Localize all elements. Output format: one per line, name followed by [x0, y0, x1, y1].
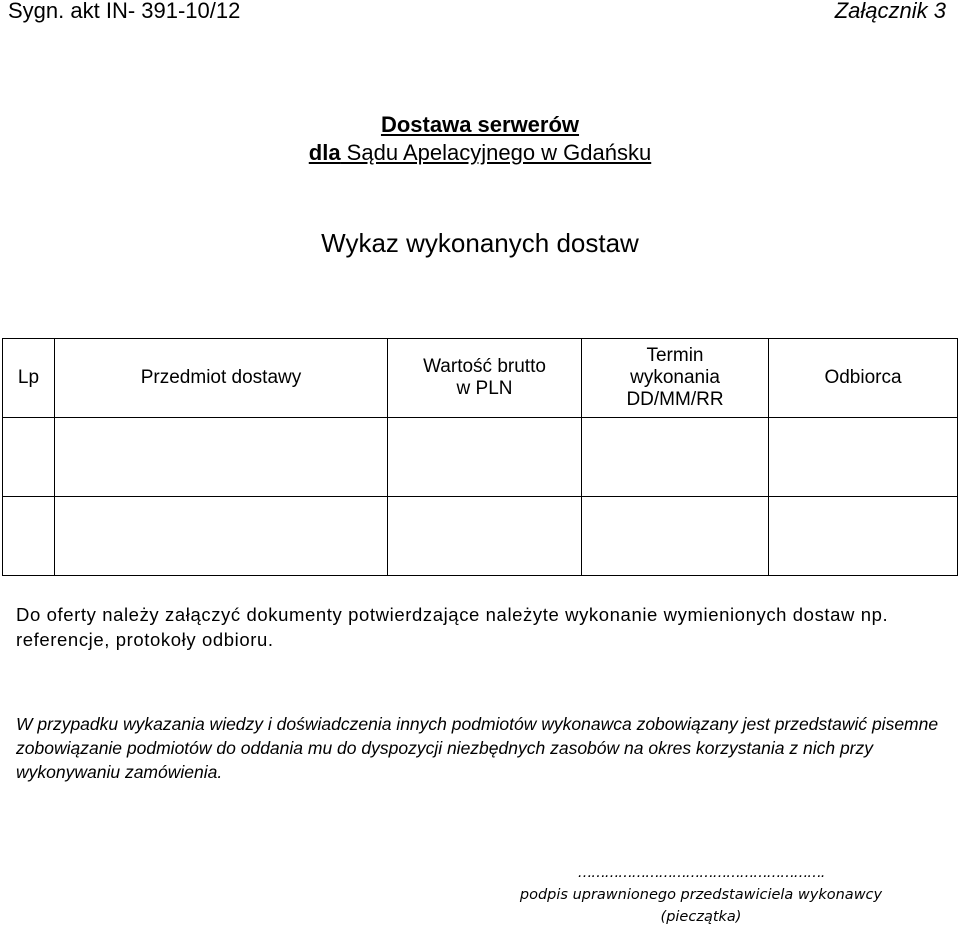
signature-line: ……………………………………………….: [577, 865, 825, 881]
table-cell[interactable]: [3, 418, 55, 497]
section-heading: Wykaz wykonanych dostaw: [321, 228, 639, 258]
document-subtitle: [0, 140, 960, 166]
attachment-label: Załącznik 3: [834, 0, 946, 23]
col-header-recipient: Odbiorca: [769, 339, 958, 418]
col-header-term: [582, 339, 769, 418]
term-header-line1: Termin: [646, 345, 704, 366]
signature-caption: podpis uprawnionego przedstawiciela wykonawcy: [519, 887, 883, 903]
col-header-subject: Przedmiot dostawy: [55, 339, 388, 418]
table-row: [3, 497, 958, 576]
stamp-caption: (pieczątka): [660, 909, 742, 925]
term-header-line3: DD/MM/RR: [626, 389, 724, 410]
value-header-line2: w PLN: [456, 378, 513, 399]
table-cell[interactable]: [582, 497, 769, 576]
term-header-line2: wykonania: [630, 367, 720, 388]
deliveries-table: [2, 338, 958, 576]
case-number: Sygn. akt IN- 391-10/12: [8, 0, 241, 23]
col-header-lp: Lp: [3, 339, 55, 418]
table-cell[interactable]: [388, 418, 582, 497]
attachment-note: Do oferty należy załączyć dokumenty potwierdzające należyte wykonanie wymienionych dostaw np. referencje, protokoły odbioru.: [16, 604, 889, 650]
table-row: [3, 418, 958, 497]
table-cell[interactable]: [55, 497, 388, 576]
value-header-line1: Wartość brutto: [423, 356, 546, 377]
subtitle-prefix: dla: [308, 140, 341, 165]
page-header: [0, 0, 960, 30]
signature-block: [486, 862, 916, 928]
table-cell[interactable]: [3, 497, 55, 576]
table-cell[interactable]: [582, 418, 769, 497]
table-cell[interactable]: [769, 418, 958, 497]
subtitle-rest: Sądu Apelacyjnego w Gdańsku: [340, 140, 652, 165]
col-header-value: [388, 339, 582, 418]
third-party-note: W przypadku wykazania wiedzy i doświadczenia innych podmiotów wykonawca zobowiązany jest przedstawić pisemne zobowiązanie podmiotów do oddania mu do dyspozycji niezbędnych zasobów na okres korzystania z nich przy wykonywaniu zamówienia.: [16, 714, 939, 782]
table-cell[interactable]: [55, 418, 388, 497]
document-title: Dostawa serwerów: [380, 112, 580, 137]
table-cell[interactable]: [769, 497, 958, 576]
table-cell[interactable]: [388, 497, 582, 576]
table-header-row: [3, 339, 958, 418]
